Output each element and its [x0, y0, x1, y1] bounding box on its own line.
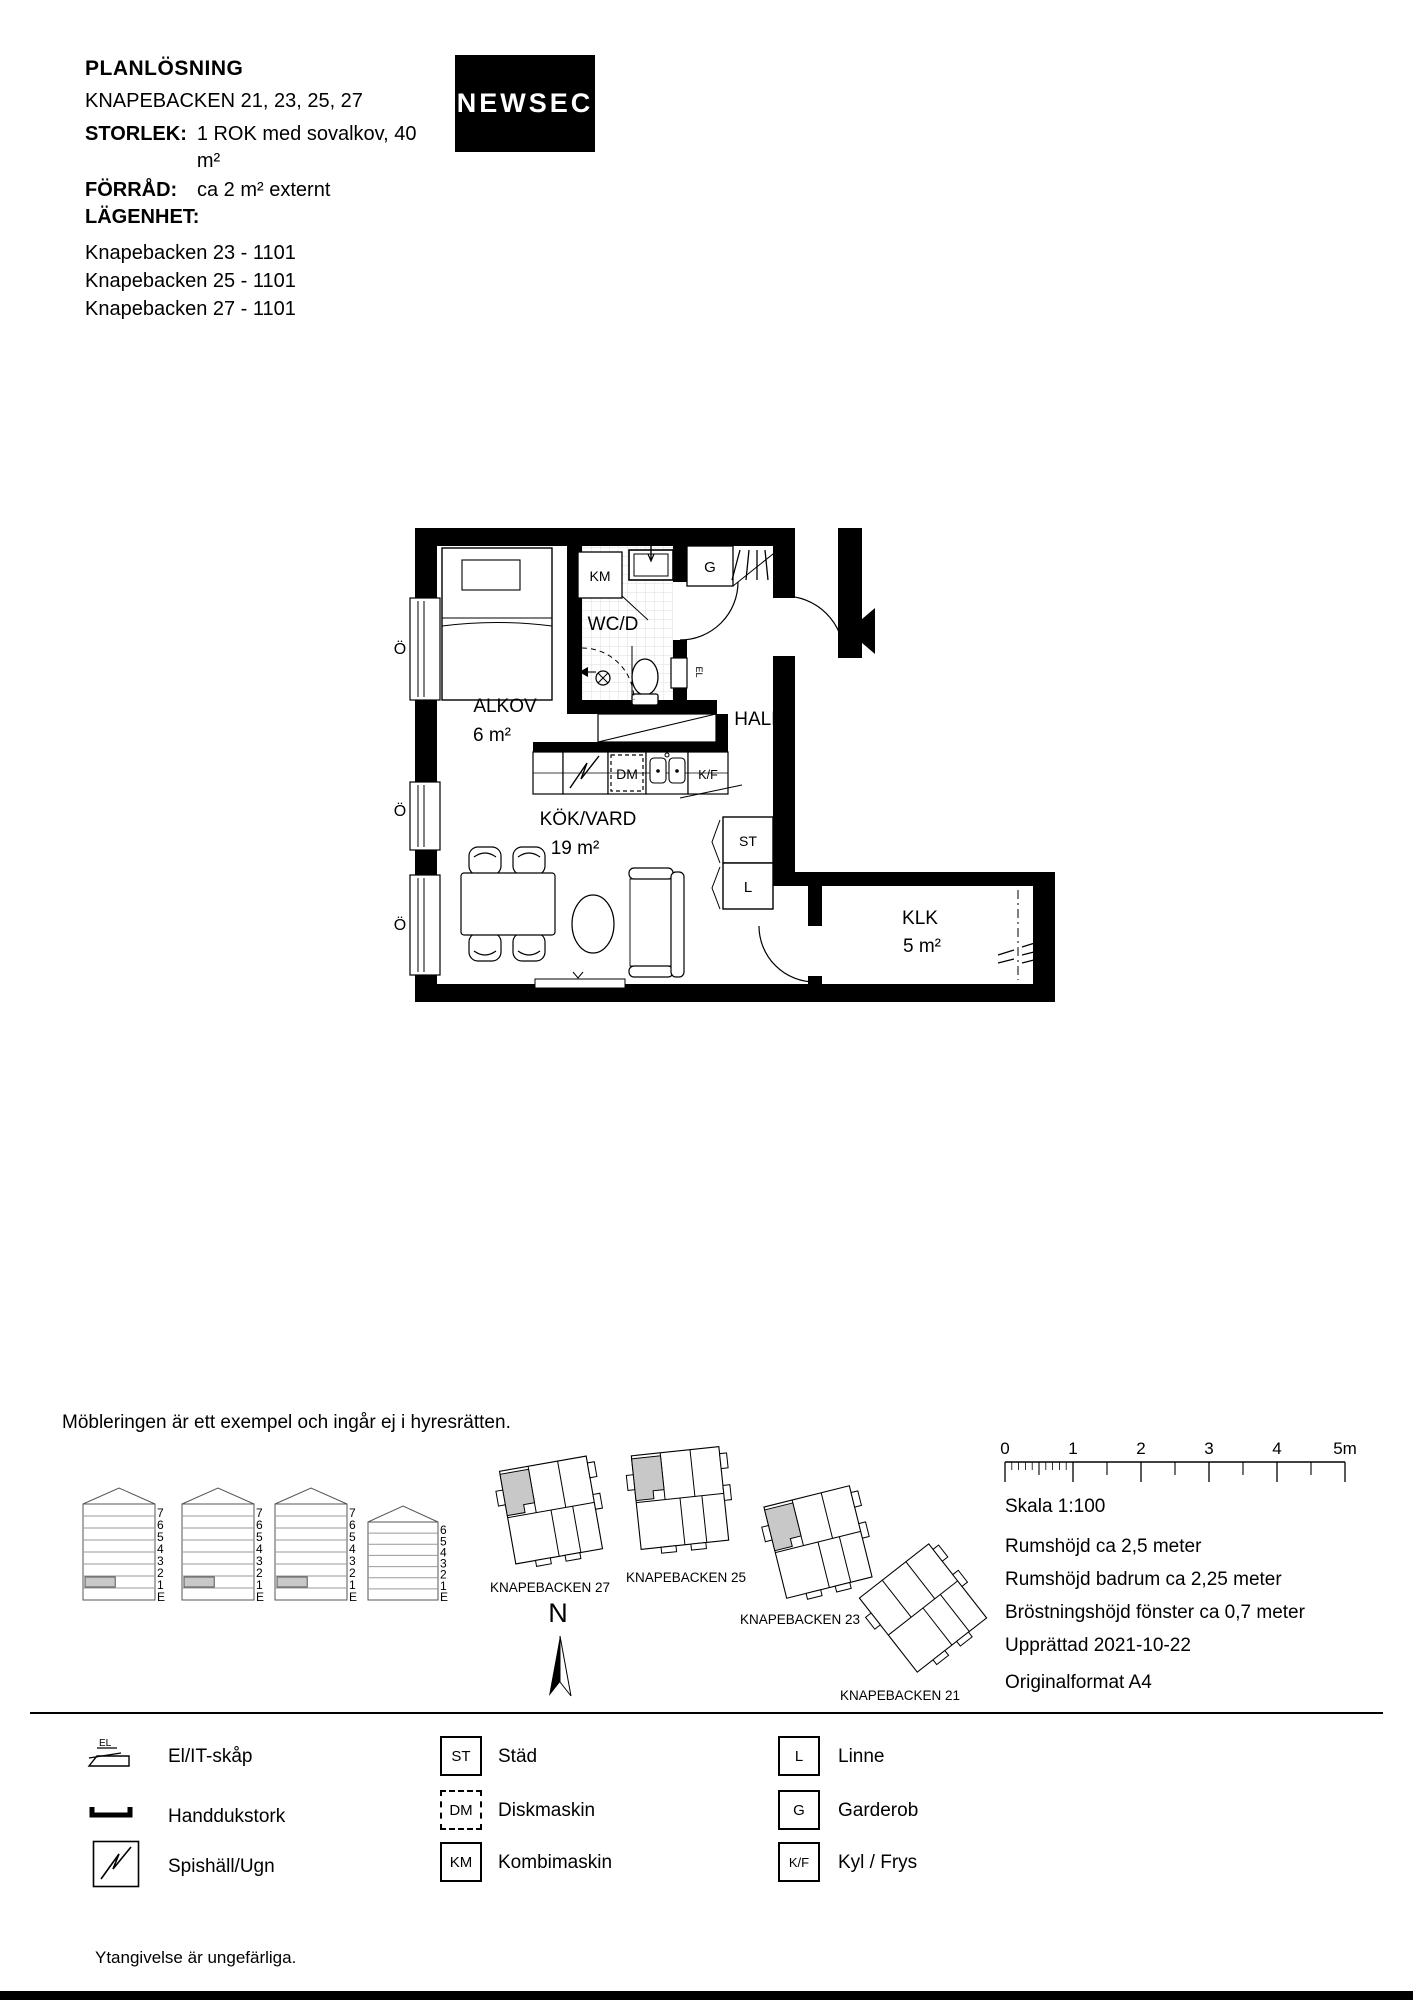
north-arrow-icon: [548, 1598, 571, 1696]
floor-number: 4: [157, 1542, 164, 1556]
fixture-label-l: L: [743, 879, 753, 896]
apartment-item: Knapebacken 23 - 1101: [85, 242, 296, 264]
info-line: Upprättad 2021-10-22: [1005, 1635, 1191, 1656]
tv-bench-icon: [535, 972, 625, 988]
sofa-icon: [629, 868, 684, 977]
floor-number: 2: [440, 1567, 447, 1582]
floor-number: 7: [349, 1506, 356, 1520]
building-elevation: [182, 1488, 264, 1604]
page-title: PLANLÖSNING: [85, 57, 244, 80]
info-line: Rumshöjd badrum ca 2,25 meter: [1005, 1569, 1282, 1590]
floor-number: 2: [256, 1566, 263, 1580]
info-line: Bröstningshöjd fönster ca 0,7 meter: [1005, 1602, 1305, 1623]
scale-tick-label: 2: [1136, 1439, 1146, 1458]
scale-bar: [1000, 1425, 1400, 1495]
legend-symbol-km: KM: [440, 1842, 482, 1882]
fixture-label-g: G: [704, 559, 716, 576]
floor-number: 1: [349, 1578, 356, 1592]
fixture-label-el: EL: [694, 666, 704, 678]
room-label-wc: WC/D: [587, 614, 639, 635]
legend-label: Spishäll/Ugn: [168, 1856, 275, 1877]
floor-number: 1: [440, 1578, 447, 1593]
legend-symbol-st: ST: [440, 1736, 482, 1776]
fixture-label-km: KM: [589, 568, 611, 584]
building-footprint-label: KNAPEBACKEN 27: [489, 1580, 611, 1595]
room-label-alkov: ALKOV: [473, 696, 537, 717]
highlighted-floor: [184, 1577, 214, 1587]
scale-tick-label: 5m: [1333, 1439, 1357, 1458]
scale-tick-label: 3: [1204, 1439, 1214, 1458]
floor-number: 6: [256, 1518, 263, 1532]
bed-icon: [442, 548, 552, 700]
legend-symbol-g: G: [778, 1790, 820, 1830]
floor-number: 6: [349, 1518, 356, 1532]
legend-label: Garderob: [838, 1800, 919, 1821]
building-elevation: [368, 1506, 448, 1604]
legend-label: Diskmaskin: [498, 1800, 596, 1821]
floor-number: 3: [157, 1554, 164, 1568]
building-footprint-label: KNAPEBACKEN 25: [625, 1570, 747, 1585]
floor-number: E: [349, 1590, 358, 1604]
building-elevation: [83, 1488, 165, 1604]
building-footprint-label: KNAPEBACKEN 21: [839, 1688, 961, 1703]
size-value: 1 ROK med sovalkov, 40 m²: [196, 123, 417, 172]
legend-label: El/IT-skåp: [168, 1746, 253, 1767]
scale-text: Skala 1:100: [1005, 1496, 1106, 1517]
apartment-label: LÄGENHET:: [85, 206, 200, 228]
highlighted-floor: [85, 1577, 115, 1587]
floor-number: 5: [256, 1530, 263, 1544]
svg-text:EL: EL: [99, 1738, 112, 1749]
footer-note: Ytangivelse är ungefärliga.: [95, 1948, 297, 1967]
floor-number: 5: [349, 1530, 356, 1544]
fixture-label-st: ST: [739, 833, 757, 849]
newsec-logo-text: NEWSEC: [456, 88, 594, 118]
floor-number: 4: [440, 1545, 447, 1560]
legend-symbol-dm: DM: [440, 1790, 482, 1830]
apartment-item: Knapebacken 27 - 1101: [85, 298, 296, 320]
building-footprint: [854, 1540, 996, 1682]
scale-tick-label: 1: [1068, 1439, 1078, 1458]
apartment-item: Knapebacken 25 - 1101: [85, 270, 296, 292]
storage-label: FÖRRÅD:: [85, 179, 178, 201]
floor-number: 2: [157, 1566, 164, 1580]
room-label-hall: HALL: [734, 709, 782, 730]
fixture-label-kf: K/F: [698, 768, 718, 782]
building-elevation: [275, 1488, 357, 1604]
storage-value: ca 2 m² externt: [197, 179, 331, 201]
room-area-kitchen: 19 m²: [550, 838, 600, 859]
floor-number: 6: [157, 1518, 164, 1532]
address-line: KNAPEBACKEN 21, 23, 25, 27: [85, 90, 363, 112]
floor-number: 4: [256, 1542, 263, 1556]
toilet-icon: [632, 659, 658, 705]
highlighted-floor: [277, 1577, 307, 1587]
coffee-table-icon: [572, 895, 614, 953]
info-line: Rumshöjd ca 2,5 meter: [1005, 1536, 1202, 1557]
fixture-label-dm: DM: [616, 766, 638, 782]
legend-label: Linne: [838, 1746, 885, 1767]
floor-number: 4: [349, 1542, 356, 1556]
scale-tick-label: 4: [1272, 1439, 1282, 1458]
legend-label: Handdukstork: [168, 1806, 286, 1827]
floor-number: 1: [256, 1578, 263, 1592]
legend-symbol-kf: K/F: [778, 1842, 820, 1882]
el-it-icon: [85, 1736, 135, 1770]
furnishing-note: Möbleringen är ett exempel och ingår ej i hyresrätten.: [62, 1412, 511, 1433]
floor-number: 3: [440, 1556, 447, 1571]
room-area-klk: 5 m²: [903, 936, 941, 957]
window-orientation-label: Ö: [393, 803, 407, 820]
cleaning-closet: [712, 817, 773, 909]
room-label-klk: KLK: [902, 908, 938, 929]
towel-rail-icon: [88, 1804, 134, 1822]
room-label-kitchen: KÖK/VARD: [539, 809, 637, 830]
room-area-alkov: 6 m²: [473, 725, 511, 746]
building-footprint: [493, 1455, 611, 1571]
scale-tick-label: 0: [1000, 1439, 1010, 1458]
floor-number: 7: [157, 1506, 164, 1520]
building-footprint: [624, 1446, 736, 1556]
clothes-rail-icon: [998, 890, 1038, 980]
dining-set: [461, 847, 555, 961]
floor-number: E: [157, 1590, 166, 1604]
building-footprint-label: KNAPEBACKEN 23: [739, 1612, 861, 1627]
floor-number: 6: [440, 1523, 447, 1538]
bathroom-sink-icon: [629, 544, 673, 580]
site-plan: [40, 1440, 1040, 1710]
legend-label: Kyl / Frys: [838, 1852, 918, 1873]
stove-icon: [92, 1840, 140, 1888]
floor-number: 3: [256, 1554, 263, 1568]
legend-label: Städ: [498, 1746, 538, 1767]
legend-divider: [30, 1712, 1383, 1714]
size-label: STORLEK:: [85, 123, 187, 145]
floor-number: 2: [349, 1566, 356, 1580]
floor-number: 3: [349, 1554, 356, 1568]
window-icon: [410, 598, 440, 975]
legend-label: Kombimaskin: [498, 1852, 613, 1873]
bottom-bar: [0, 1991, 1413, 2000]
newsec-logo: [455, 55, 595, 152]
high-cabinet: [598, 714, 716, 742]
info-block: [1005, 1530, 1305, 1662]
floor-number: 1: [157, 1578, 164, 1592]
floor-number: E: [256, 1590, 265, 1604]
legend-symbol-l: L: [778, 1736, 820, 1776]
el-it-cabinet-icon: [671, 658, 687, 688]
window-orientation-label: Ö: [393, 917, 407, 934]
floor-plan: [330, 520, 1070, 1020]
window-orientation-label: Ö: [393, 641, 407, 658]
floor-number: 5: [157, 1530, 164, 1544]
floor-number: 5: [440, 1534, 447, 1549]
svg-text:N: N: [548, 1598, 568, 1628]
header-block: [85, 55, 445, 323]
floor-number: E: [440, 1590, 449, 1604]
format-note: Originalformat A4: [1005, 1672, 1152, 1693]
floor-number: 7: [256, 1506, 263, 1520]
building-footprint: [757, 1484, 880, 1606]
